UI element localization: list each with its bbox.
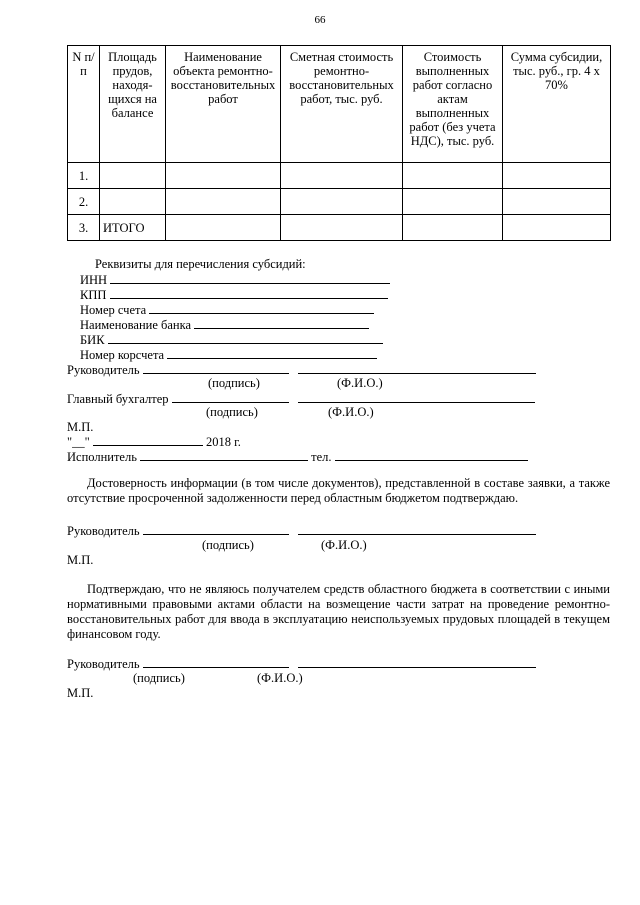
kpp-label: КПП <box>80 288 107 302</box>
account-label: Номер счета <box>80 303 147 317</box>
table-cell <box>281 189 403 215</box>
table-cell <box>503 215 611 241</box>
bank-blank[interactable] <box>194 317 369 329</box>
corr-account-label: Номер корсчета <box>80 348 165 362</box>
row-label <box>100 163 166 189</box>
row-number: 2. <box>68 189 100 215</box>
table-cell <box>403 163 503 189</box>
phone-blank[interactable] <box>335 449 528 461</box>
stamp-label: М.П. <box>67 553 94 567</box>
head-sign-blank[interactable] <box>143 523 289 535</box>
header-pond-area: Площадь прудов, находя-щихся на балансе <box>100 46 166 163</box>
table-row <box>68 163 611 189</box>
header-object-name: Наименование объекта ремонтно-восстановительных работ <box>166 46 281 163</box>
header-work-cost: Стоимость выполненных работ согласно актам выполненных работ (без учета НДС), тыс. руб. <box>403 46 503 163</box>
table-row-total <box>68 215 611 241</box>
sign-caption: (подпись) <box>206 405 258 419</box>
kpp-blank[interactable] <box>110 287 388 299</box>
corr-account-blank[interactable] <box>167 347 377 359</box>
executor-line[interactable] <box>67 449 528 464</box>
accountant-signature-line[interactable] <box>67 391 535 406</box>
bik-blank[interactable] <box>108 332 383 344</box>
table-row <box>68 189 611 215</box>
head-name-blank[interactable] <box>298 656 536 668</box>
bank-label: Наименование банка <box>80 318 192 332</box>
name-caption: (Ф.И.О.) <box>257 671 303 685</box>
accountant-sign-blank[interactable] <box>172 391 289 403</box>
table-cell <box>503 163 611 189</box>
row-label <box>100 189 166 215</box>
subsidy-table <box>67 45 611 241</box>
name-caption: (Ф.И.О.) <box>328 405 374 419</box>
name-caption: (Ф.И.О.) <box>321 538 367 552</box>
inn-blank[interactable] <box>110 272 390 284</box>
bank-field[interactable] <box>80 317 369 332</box>
head-name-blank[interactable] <box>298 362 536 374</box>
row-label: ИТОГО <box>100 215 166 241</box>
inn-field[interactable] <box>80 272 390 287</box>
head-sign-blank[interactable] <box>143 656 289 668</box>
sign-caption: (подпись) <box>202 538 254 552</box>
row-number: 3. <box>68 215 100 241</box>
header-estimated-cost: Сметная стоимость ремонтно-восстановительных работ, тыс. руб. <box>281 46 403 163</box>
table-cell <box>281 215 403 241</box>
table-cell <box>403 215 503 241</box>
executor-blank[interactable] <box>140 449 308 461</box>
accountant-name-blank[interactable] <box>298 391 535 403</box>
date-blank[interactable] <box>93 434 203 446</box>
date-year: 2018 г. <box>205 435 241 449</box>
head-label: Руководитель <box>67 657 140 671</box>
page-number: 66 <box>314 14 326 26</box>
corr-account-field[interactable] <box>80 347 377 362</box>
stamp-label: М.П. <box>67 420 94 434</box>
account-field[interactable] <box>80 302 374 317</box>
head-signature-line[interactable] <box>67 656 536 671</box>
table-cell <box>166 189 281 215</box>
date-field[interactable] <box>67 434 241 449</box>
sign-caption: (подпись) <box>208 376 260 390</box>
table-cell <box>281 163 403 189</box>
head-signature-line[interactable] <box>67 523 536 538</box>
executor-label: Исполнитель <box>67 450 137 464</box>
table-cell <box>166 215 281 241</box>
head-label: Руководитель <box>67 363 140 377</box>
head-sign-blank[interactable] <box>143 362 289 374</box>
requisites-title: Реквизиты для перечисления субсидий: <box>95 257 306 271</box>
date-prefix: "__" <box>67 435 90 449</box>
bik-label: БИК <box>80 333 105 347</box>
table-cell <box>166 163 281 189</box>
head-signature-line[interactable] <box>67 362 536 377</box>
accountant-label: Главный бухгалтер <box>67 392 169 406</box>
inn-label: ИНН <box>80 273 108 287</box>
header-number: N п/п <box>68 46 100 163</box>
sign-caption: (подпись) <box>133 671 185 685</box>
name-caption: (Ф.И.О.) <box>337 376 383 390</box>
row-number: 1. <box>68 163 100 189</box>
stamp-label: М.П. <box>67 686 94 700</box>
kpp-field[interactable] <box>80 287 388 302</box>
header-subsidy-amount: Сумма субсидии, тыс. руб., гр. 4 x 70% <box>503 46 611 163</box>
confirmation-paragraph: Подтверждаю, что не являюсь получателем средств областного бюджета в соответствии с иными нормативными правовыми актами области на возмещение части затрат на проведение ремонтно-восстановительных работ для ввода в эксплуатацию неиспользуемых прудовых площадей в текущем финансовом году. <box>67 582 610 641</box>
bik-field[interactable] <box>80 332 383 347</box>
head-label: Руководитель <box>67 524 140 538</box>
table-cell <box>403 189 503 215</box>
head-name-blank[interactable] <box>298 523 536 535</box>
phone-label: тел. <box>311 450 332 464</box>
table-header-row <box>68 46 611 163</box>
account-blank[interactable] <box>149 302 374 314</box>
table-cell <box>503 189 611 215</box>
reliability-paragraph: Достоверность информации (в том числе документов), представленной в составе заявки, а также отсутствие просроченной задолженности перед областным бюджетом подтверждаю. <box>67 476 610 505</box>
